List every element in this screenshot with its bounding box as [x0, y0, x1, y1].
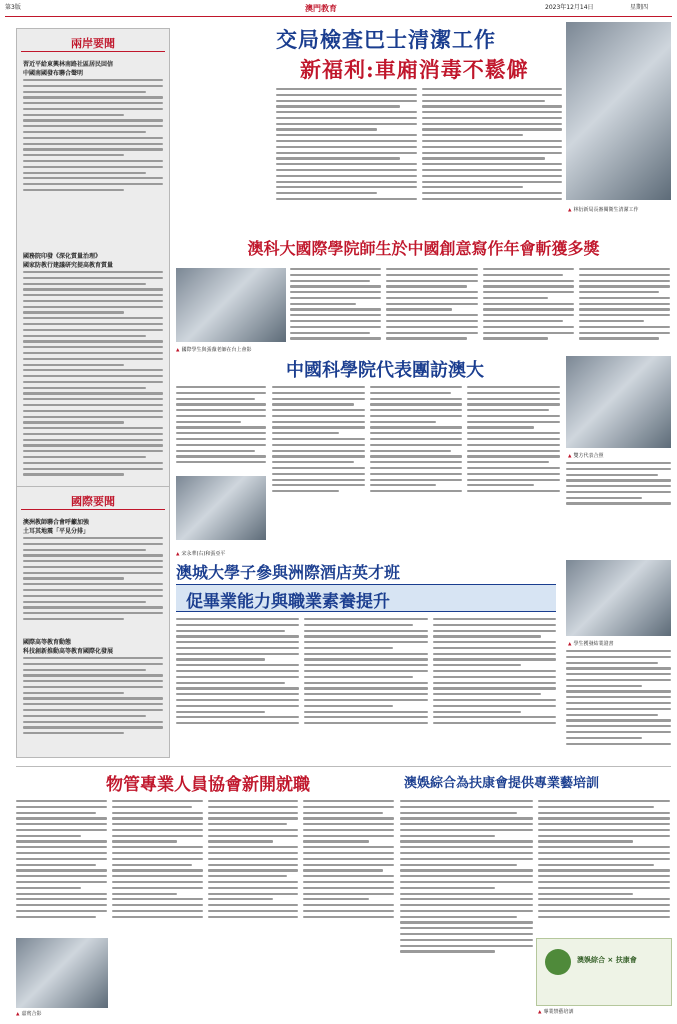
poster-text: 澳娛綜合 × 扶康會	[577, 956, 637, 964]
article-title: 物管專業人員協會新開就職	[106, 775, 310, 795]
sidebar-headline: 國務院印發《深化質量治理》	[23, 253, 102, 260]
photo-bus-inspection	[566, 22, 671, 200]
section-divider	[16, 766, 671, 767]
article-body	[290, 268, 670, 354]
photo-delegation-group	[566, 356, 671, 448]
sidebar-box-cross-strait	[16, 28, 170, 498]
article-title: 澳城大學子參與洲際酒店英才班	[176, 563, 401, 582]
photo-training-poster	[536, 938, 672, 1006]
article-body	[176, 386, 266, 486]
sidebar-headline: 澳洲教師聯合會呼籲加強	[23, 519, 90, 526]
article-body	[400, 800, 670, 950]
article-cas-visit	[176, 356, 671, 526]
sidebar-body-text	[23, 79, 163, 195]
sidebar-title-cross-strait: 兩岸要聞	[71, 37, 115, 50]
article-bus-cleaning	[176, 22, 671, 234]
sidebar-headline: 國家防教行建議研究提高教育質量	[23, 262, 114, 269]
photo-handshake	[176, 476, 266, 540]
article-city-university	[176, 560, 671, 760]
section-logo: 澳門教育	[305, 3, 337, 13]
article-body	[566, 462, 671, 522]
sidebar-body-text	[23, 271, 163, 479]
photo-students	[176, 268, 286, 342]
article-fuhong-training	[400, 770, 671, 1020]
page-header	[5, 3, 672, 15]
photo-caption: ▲ 學生獲發結業證書	[568, 640, 613, 647]
article-creative-writing	[176, 236, 671, 356]
header-rule	[5, 16, 672, 17]
article-property-managers	[16, 770, 396, 1020]
sidebar-title-international: 國際要聞	[71, 495, 115, 508]
sidebar-headline: 科技創新推動高等教育國際化發展	[23, 648, 114, 655]
article-title: 澳娛綜合為扶康會提供專業藝培訓	[404, 776, 600, 791]
sidebar-headline: 國際高等教育動態	[23, 639, 72, 646]
issue-weekday: 星期四	[630, 4, 649, 11]
sidebar-body-text	[23, 657, 163, 738]
sidebar-headline: 土耳其地震「平見分排」	[23, 528, 90, 535]
issue-date: 2023年12月14日	[545, 4, 594, 11]
photo-guests	[16, 938, 108, 1008]
sidebar-box-international	[16, 486, 170, 758]
article-body	[276, 88, 562, 228]
sidebar-body-text	[23, 537, 163, 624]
article-body	[176, 618, 556, 758]
photo-graduates	[566, 560, 671, 636]
sidebar-headline: 中國南國發布聯合聲明	[23, 70, 84, 77]
photo-caption: ▲ 宋永華(右)和張亞平	[176, 550, 225, 557]
photo-caption: ▲ 雙方代表合照	[568, 452, 603, 459]
article-title: 新福利:車廂消毒不鬆僻	[300, 57, 529, 82]
article-body	[272, 386, 560, 526]
article-title: 澳科大國際學院師生於中國創意寫作年會斬獲多獎	[247, 239, 600, 258]
article-title: 中國科學院代表團訪澳大	[286, 360, 484, 381]
photo-caption: ▲ 嘉賓合影	[16, 1010, 41, 1017]
article-title: 交局檢查巴士清潔工作	[276, 27, 496, 52]
photo-caption: ▲ 國際學生與張薇老師在台上會影	[176, 346, 251, 353]
page-number: 第3版	[5, 4, 21, 11]
photo-caption: ▲ 專業禁藝培訓	[538, 1008, 573, 1015]
article-body	[566, 650, 671, 756]
article-subtitle: 促畢業能力與職業素養提升	[186, 592, 390, 612]
photo-caption: ▲ 林衍新局長審閱衛生清潔工作	[568, 206, 638, 213]
sidebar-headline: 習近平給東興林南路社區居民回信	[23, 61, 114, 68]
